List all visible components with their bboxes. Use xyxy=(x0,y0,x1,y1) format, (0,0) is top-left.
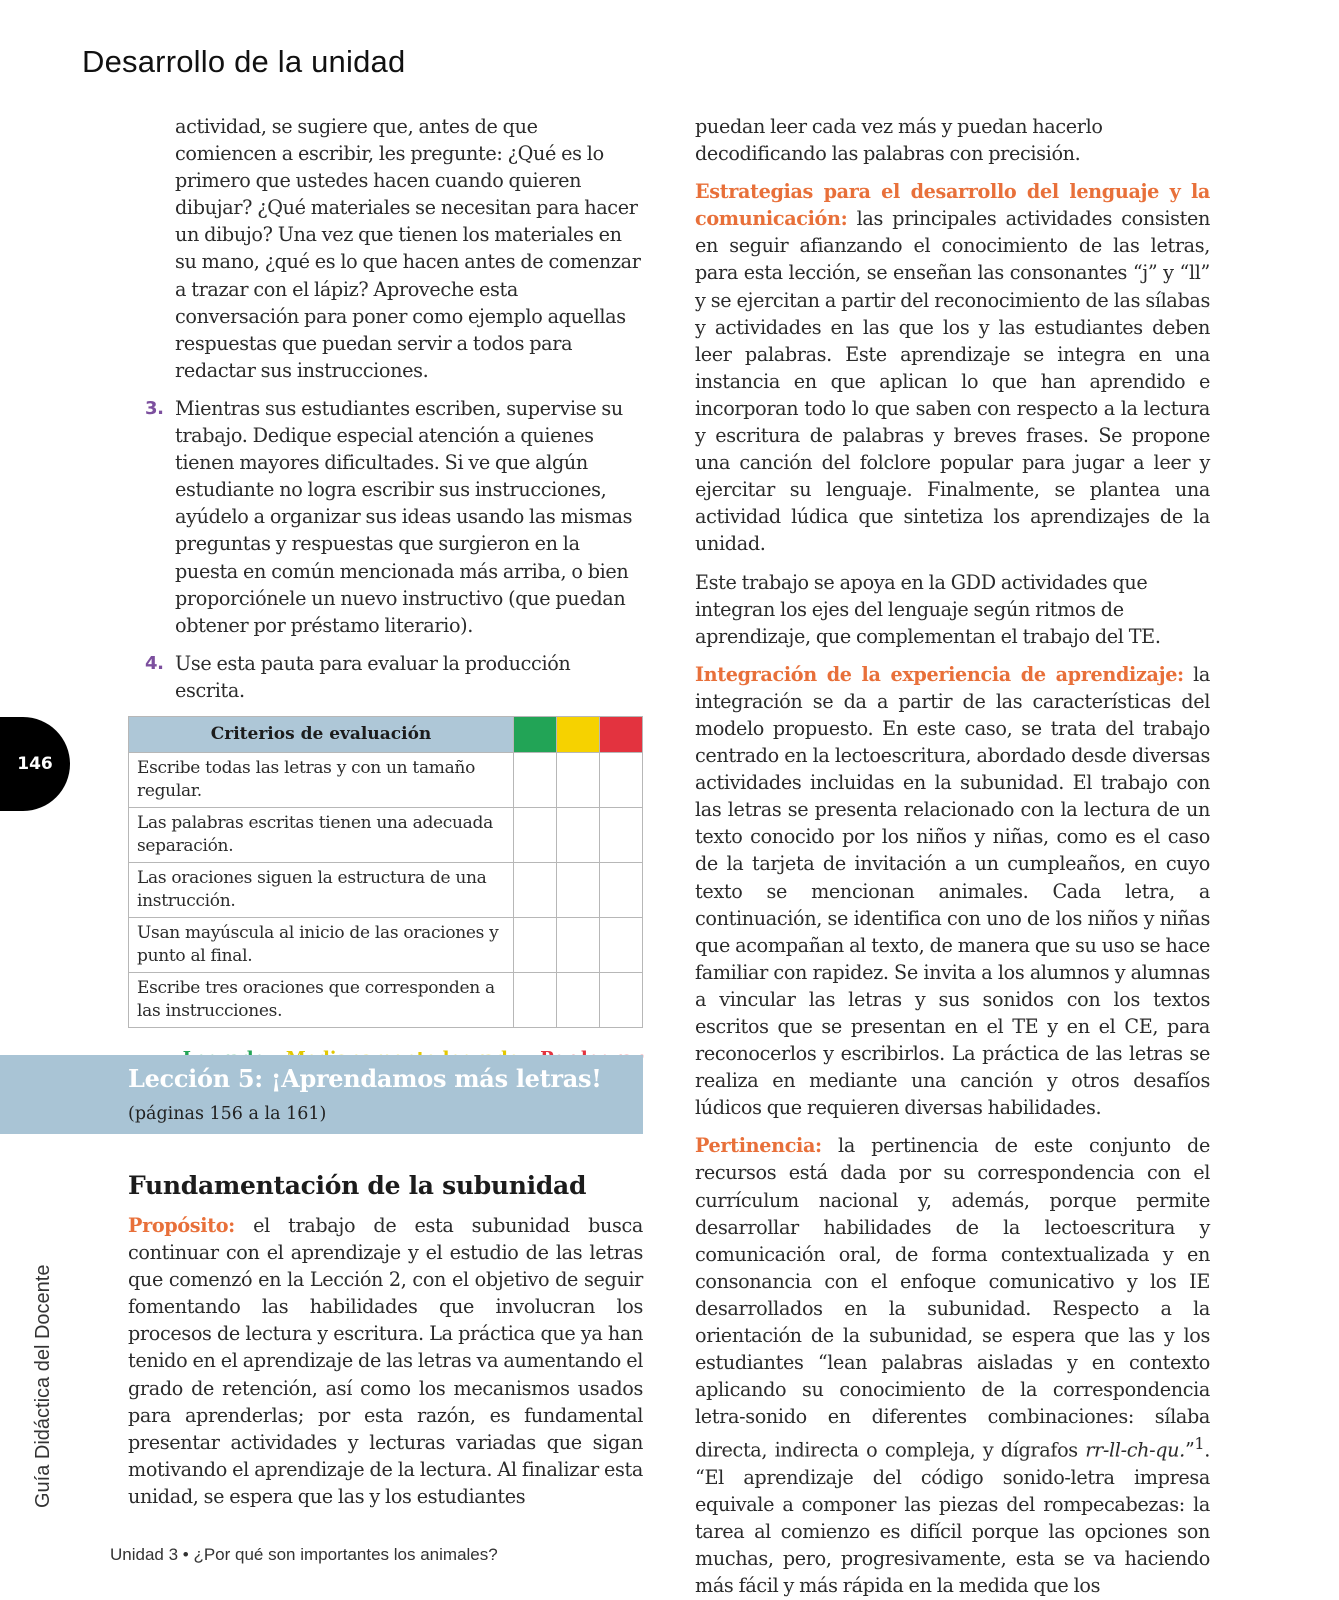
table-row xyxy=(129,862,643,917)
continuation-paragraph: puedan leer cada vez más y puedan hacerlo decodificando las palabras con precisión. xyxy=(695,115,1103,166)
page-number-tab xyxy=(0,717,70,811)
check-cell[interactable] xyxy=(514,862,557,917)
gdd-paragraph: Este trabajo se apoya en la GDD actividades que integran los ejes del lenguaje según ritmos de aprendizaje, que complementan el trabajo del TE. xyxy=(695,570,1161,648)
check-cell[interactable] xyxy=(514,807,557,862)
proposito-label: Propósito: xyxy=(128,1214,235,1237)
page-number: 146 xyxy=(17,754,53,774)
estrategias-paragraph xyxy=(695,178,1210,557)
lesson-pages: (páginas 156 a la 161) xyxy=(128,1104,327,1124)
item-number: 4. xyxy=(145,652,164,674)
right-column xyxy=(695,113,1210,1599)
check-cell[interactable] xyxy=(514,752,557,807)
pertinencia-text-a: la pertinencia de este conjunto de recursos está dada por su correspondencia con el currículum nacional y, además, porque permite desarrollar habilidades de la lectoescritura y comunicación oral, de forma contextualizada y en consonancia con el enfoque comunicativo y los IE desarrollados en la subunidad. Respecto a la orientación de la subunidad, se espera que las y los estudiantes “lean palabras aisladas y en contexto aplicando su conocimiento de la correspondencia letra-sonido en diferentes combinaciones: sílaba directa, indirecta o compleja, y dígrafos xyxy=(695,1134,1210,1462)
section-heading: Fundamentación de la subunidad xyxy=(128,1171,587,1200)
integracion-paragraph xyxy=(695,661,1210,1122)
pertinencia-paragraph xyxy=(695,1132,1210,1599)
criteria-cell: Las oraciones siguen la estructura de una instrucción. xyxy=(129,862,514,917)
pertinencia-quote-close: ” xyxy=(1184,1438,1195,1462)
evaluation-table-header xyxy=(129,716,643,752)
table-row xyxy=(129,807,643,862)
digraph-italic: rr-ll-ch-qu. xyxy=(1085,1438,1185,1462)
criteria-cell: Las palabras escritas tienen una adecuada separación. xyxy=(129,807,514,862)
proposito-paragraph xyxy=(128,1212,643,1510)
criteria-cell: Usan mayúscula al inicio de las oraciones y punto al final. xyxy=(129,917,514,972)
left-column xyxy=(128,113,643,1069)
red-swatch xyxy=(600,716,643,752)
check-cell[interactable] xyxy=(514,972,557,1027)
table-row xyxy=(129,917,643,972)
list-item-3 xyxy=(128,395,643,639)
estrategias-text: las principales actividades consisten en seguir afianzando el conocimiento de las letras, para esta lección, se enseñan las consonantes “j” y “ll” y se ejercitan a partir del reconocimiento de las sílabas y actividades en las que los y las estudiantes deben leer palabras. Este aprendizaje se integra en una instancia en que aplican lo que han aprendido e incorporan todo lo que saben con respecto a la lectura y escritura de palabras y breves frases. Se propone una canción del folclore popular para jugar a leer y ejercitar su lenguaje. Finalmente, se plantea una actividad lúdica que sintetiza los aprendizajes de la unidad. xyxy=(695,207,1210,556)
check-cell[interactable] xyxy=(600,917,643,972)
check-cell[interactable] xyxy=(600,807,643,862)
check-cell[interactable] xyxy=(557,972,600,1027)
footnote-marker[interactable]: 1 xyxy=(1194,1434,1205,1454)
table-row xyxy=(129,972,643,1027)
estrategias-label: Estrategias para el desarrollo del lenguaje y la comunicación: xyxy=(695,180,1210,231)
check-cell[interactable] xyxy=(557,862,600,917)
item-number: 3. xyxy=(145,397,164,419)
criteria-header: Criterios de evaluación xyxy=(129,716,514,752)
list-item-4 xyxy=(128,650,643,704)
check-cell[interactable] xyxy=(600,752,643,807)
item-text: Mientras sus estudiantes escriben, supervise su trabajo. Dedique especial atención a quienes tienen mayores dificultades. Si ve que algún estudiante no logra escribir sus instrucciones, ayúdelo a organizar sus ideas usando las mismas preguntas y respuestas que surgieron en la puesta en común mencionada más arriba, o bien proporciónele un nuevo instructivo (que puedan obtener por préstamo literario). xyxy=(175,396,633,637)
item-text: Use esta pauta para evaluar la producción escrita. xyxy=(175,651,571,702)
pertinencia-label: Pertinencia: xyxy=(695,1134,822,1158)
check-cell[interactable] xyxy=(600,862,643,917)
check-cell[interactable] xyxy=(557,807,600,862)
integracion-label: Integración de la experiencia de aprendizaje: xyxy=(695,662,1184,686)
evaluation-table xyxy=(128,716,643,1028)
page-header-title: Desarrollo de la unidad xyxy=(82,44,406,79)
green-swatch xyxy=(514,716,557,752)
integracion-text: la integración se da a partir de las características del modelo propuesto. En este caso, se trata del trabajo centrado en la lectoescritura, abordado desde diversas actividades incluidas en la subunidad. El trabajo con las letras se presenta relacionado con la lectura de un texto conocido por los niños y niñas, como es el caso de la tarjeta de invitación a un cumpleaños, en cuyo texto se mencionan animales. Cada letra, a continuación, se identifica con uno de los niños y niñas que acompañan al texto, de manera que su uso se hace familiar con rapidez. Se invita a los alumnos y alumnas a vincular las letras y sus sonidos con los textos escritos que se presentan en el TE y en el CE, para reconocerlos y escribirlos. La práctica de las letras se realiza en mediante una canción y otros desafíos lúdicos que requieren diversas habilidades. xyxy=(695,662,1210,1120)
lesson-title: Lección 5: ¡Aprendamos más letras! xyxy=(128,1064,602,1093)
table-row xyxy=(129,752,643,807)
fundamentacion-section xyxy=(128,1171,643,1510)
intro-paragraph: actividad, se sugiere que, antes de que comiencen a escribir, les pregunte: ¿Qué es lo primero que ustedes hacen cuando quieren dibujar? ¿Qué materiales se necesitan para hacer un dibujo? Una vez que tienen los materiales en su mano, ¿qué es lo que hacen antes de comenzar a trazar con el lápiz? Aproveche esta conversación para poner como ejemplo aquellas respuestas que puedan servir a todos para redactar sus instrucciones. xyxy=(175,115,641,382)
check-cell[interactable] xyxy=(514,917,557,972)
page-footer: Unidad 3 • ¿Por qué son importantes los animales? xyxy=(110,1545,498,1564)
check-cell[interactable] xyxy=(557,752,600,807)
criteria-cell: Escribe tres oraciones que corresponden a las instrucciones. xyxy=(129,972,514,1027)
pertinencia-text-c: . “El aprendizaje del código sonido-letra impresa equivale a componer las piezas del rompecabezas: la tarea al comienzo es difícil porque las opciones son muchas, pero, progresivamente, esta se va haciendo más fácil y más rápida en la medida que los xyxy=(695,1438,1210,1598)
proposito-text: el trabajo de esta subunidad busca continuar con el aprendizaje y el estudio de las letras que comenzó en la Lección 2, con el objetivo de seguir fomentando las habilidades que involucran los procesos de lectura y escritura. La práctica que ya han tenido en el aprendizaje de las letras va aumentando el grado de retención, así como los mecanismos usados para aprenderlas; por esta razón, es fundamental presentar actividades y lecturas variadas que sigan motivando el aprendizaje de la lectura. Al finalizar esta unidad, se espera que las y los estudiantes xyxy=(128,1214,643,1508)
yellow-swatch xyxy=(557,716,600,752)
side-guide-label: Guía Didáctica del Docente xyxy=(32,1264,54,1508)
check-cell[interactable] xyxy=(600,972,643,1027)
criteria-cell: Escribe todas las letras y con un tamaño regular. xyxy=(129,752,514,807)
check-cell[interactable] xyxy=(557,917,600,972)
